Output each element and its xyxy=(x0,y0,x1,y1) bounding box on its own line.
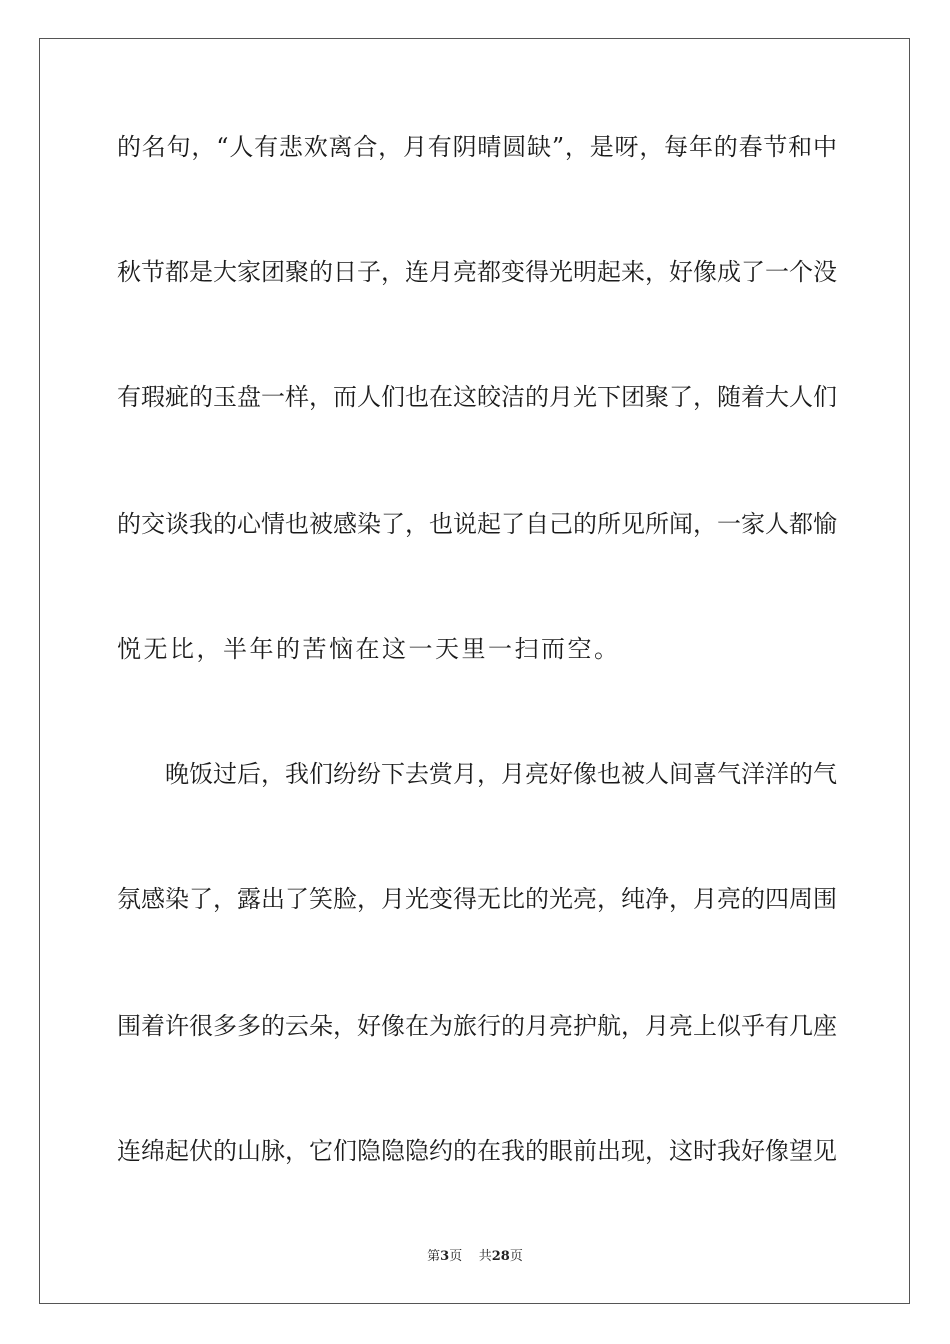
paragraph-line-4: 的交谈我的心情也被感染了，也说起了自己的所见所闻，一家人都愉 xyxy=(117,510,837,538)
paragraph-line-5: 悦无比，半年的苦恼在这一天里一扫而空。 xyxy=(117,635,621,663)
footer-page-suffix: 页 xyxy=(449,1249,463,1264)
paragraph-line-3: 有瑕疵的玉盘一样，而人们也在这皎洁的月光下团聚了，随着大人们 xyxy=(117,383,837,411)
page-footer xyxy=(0,1248,950,1266)
footer-total-pages: 28 xyxy=(491,1249,510,1264)
paragraph-line-1: 的名句，“人有悲欢离合，月有阴晴圆缺”，是呀，每年的春节和中 xyxy=(117,133,837,161)
page-border xyxy=(39,38,910,1304)
paragraph-line-7: 氛感染了，露出了笑脸，月光变得无比的光亮，纯净，月亮的四周围 xyxy=(117,885,837,913)
footer-page-prefix: 第 xyxy=(427,1249,441,1264)
paragraph-line-2: 秋节都是大家团聚的日子，连月亮都变得光明起来，好像成了一个没 xyxy=(117,258,837,286)
paragraph-line-8: 围着许很多多的云朵，好像在为旅行的月亮护航，月亮上似乎有几座 xyxy=(117,1012,837,1040)
paragraph-line-6: 晚饭过后，我们纷纷下去赏月，月亮好像也被人间喜气洋洋的气 xyxy=(165,760,837,788)
footer-total-suffix: 页 xyxy=(509,1249,523,1264)
paragraph-line-9: 连绵起伏的山脉，它们隐隐隐约的在我的眼前出现，这时我好像望见 xyxy=(117,1137,837,1165)
footer-total-prefix: 共 xyxy=(478,1249,492,1264)
footer-page-number: 3 xyxy=(440,1249,450,1264)
